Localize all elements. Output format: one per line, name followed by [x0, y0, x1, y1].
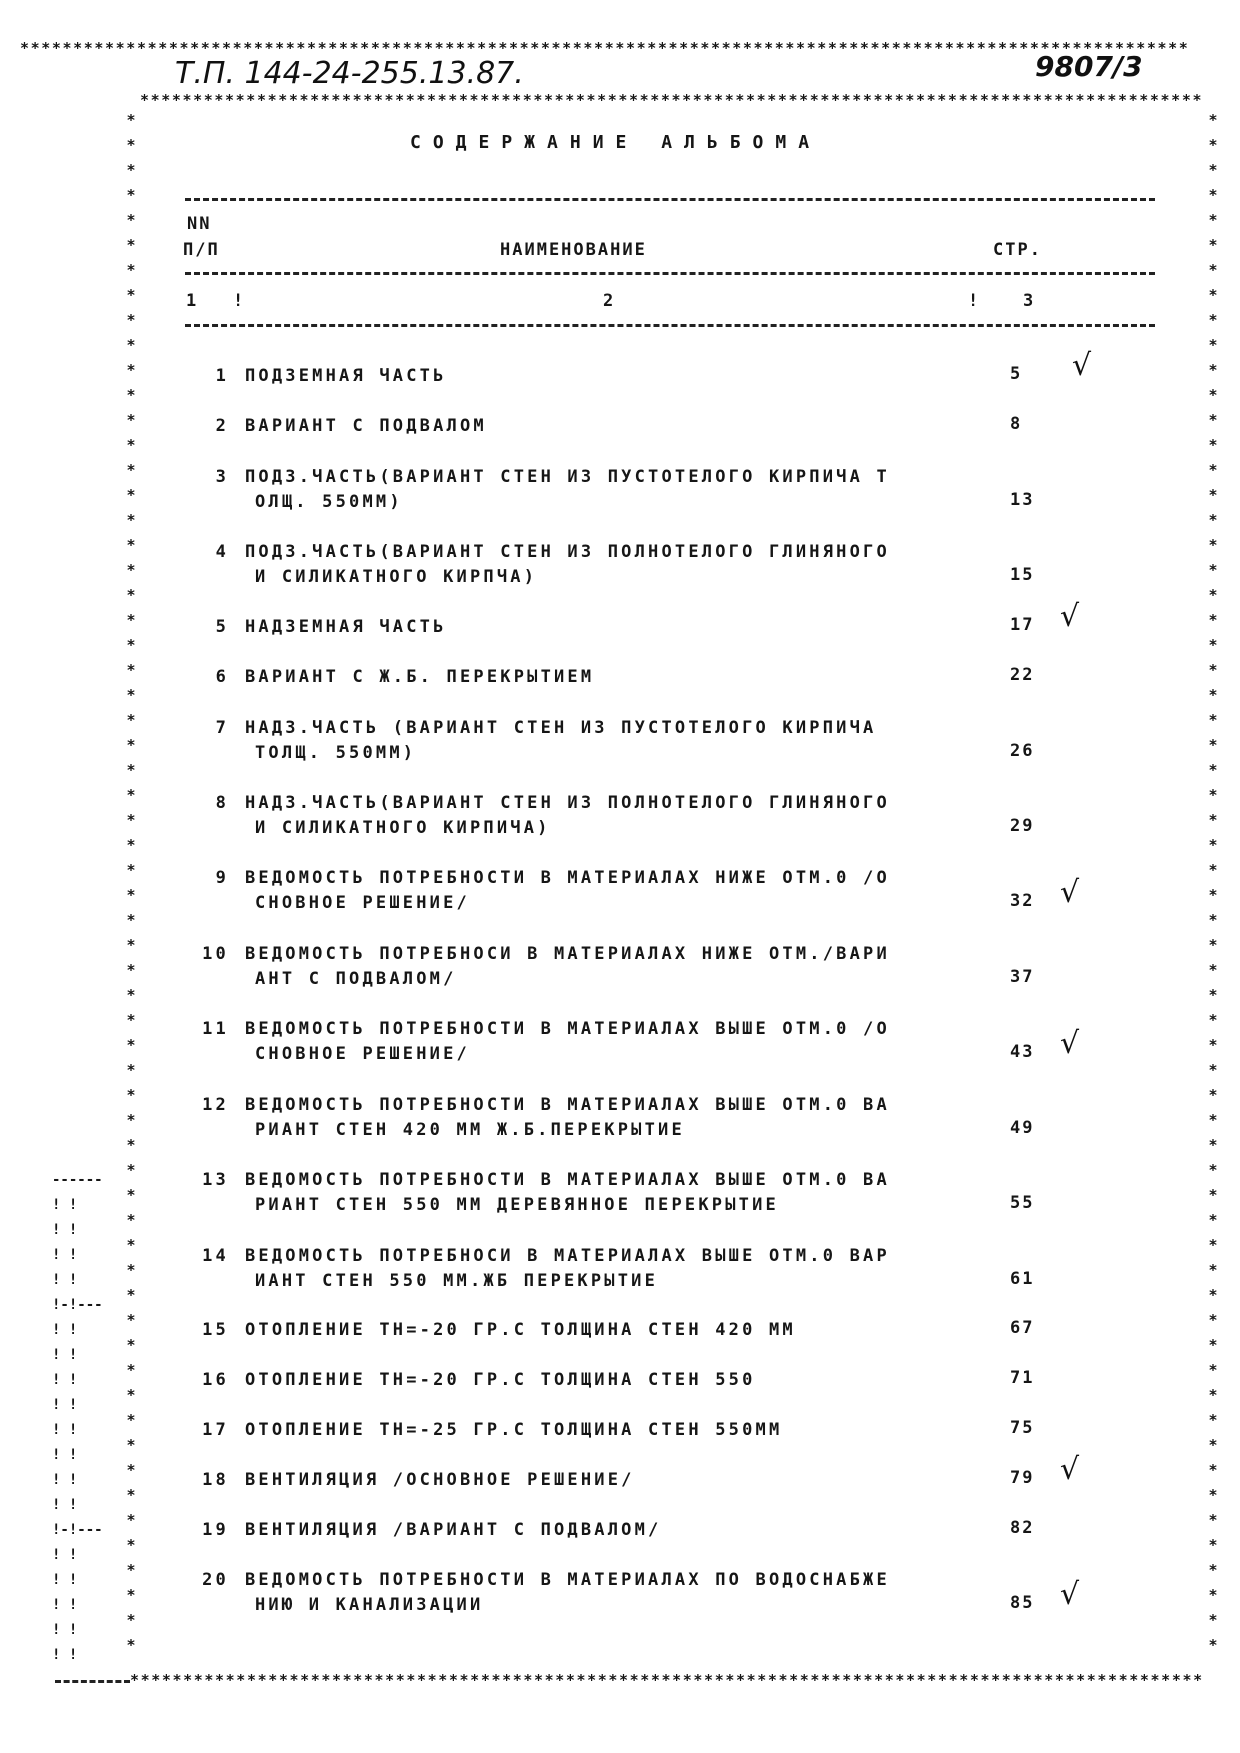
entry-page-number: 79	[1010, 1468, 1035, 1488]
contents-entry	[195, 866, 995, 916]
entry-title-line2: ОЛЩ. 550ММ)	[255, 492, 403, 512]
entry-title	[245, 1568, 985, 1618]
entry-page-number: 75	[1010, 1418, 1035, 1438]
entry-title-line2: ТОЛЩ. 550ММ)	[255, 743, 417, 763]
entry-title-line1: НАДЗ.ЧАСТЬ (ВАРИАНТ СТЕН ИЗ ПУСТОТЕЛОГО КИРПИЧА	[245, 718, 877, 738]
checkmark-icon: √	[1060, 599, 1080, 634]
contents-entry	[195, 1568, 995, 1618]
col-1-separator: !	[233, 291, 246, 311]
entry-title	[245, 364, 985, 389]
entry-number: 13	[202, 1170, 229, 1190]
entry-title-line2: И СИЛИКАТНОГО КИРПЧА)	[255, 567, 538, 587]
contents-entry	[195, 364, 995, 389]
bottom-left-dash	[55, 1680, 130, 1683]
col-nn-label: NN	[187, 214, 212, 234]
contents-entry	[195, 1418, 995, 1443]
entry-number: 10	[202, 944, 229, 964]
entry-number: 2	[215, 416, 229, 436]
entry-number: 20	[202, 1570, 229, 1590]
entry-page-number: 32	[1010, 891, 1035, 911]
entry-title	[245, 866, 985, 916]
header-rule-bottom	[185, 324, 1155, 327]
col-pp-label: П/П	[183, 240, 220, 260]
entry-title-line2: РИАНТ СТЕН 550 ММ ДЕРЕВЯННОЕ ПЕРЕКРЫТИЕ	[255, 1195, 779, 1215]
entry-number: 17	[202, 1420, 229, 1440]
contents-entry	[195, 615, 995, 640]
contents-entry	[195, 465, 995, 515]
entry-title	[245, 414, 985, 439]
page-title: СОДЕРЖАНИЕ АЛЬБОМА	[410, 132, 822, 153]
entry-page-number: 37	[1010, 967, 1035, 987]
star-border-right: * * * * * * * * * * * * * * * * * * * * * * * * * * * * * * * * * * * * * * * * * * * * * * * * * * * * * * * * * * * * * *	[1208, 111, 1218, 1654]
star-border-under-header: ****************************************************************************************************	[140, 92, 1204, 108]
entry-number: 18	[202, 1470, 229, 1490]
entry-title-line1: ВАРИАНТ С Ж.Б. ПЕРЕКРЫТИЕМ	[245, 667, 595, 687]
contents-entry	[195, 1518, 995, 1543]
entry-page-number: 55	[1010, 1193, 1035, 1213]
entry-title-line1: ПОДЗ.ЧАСТЬ(ВАРИАНТ СТЕН ИЗ ПУСТОТЕЛОГО КИРПИЧА Т	[245, 467, 890, 487]
entry-title-line1: ВЕНТИЛЯЦИЯ /ОСНОВНОЕ РЕШЕНИЕ/	[245, 1470, 635, 1490]
document-code: Т.П. 144-24-255.13.87.	[175, 56, 524, 91]
entry-title-line2: И СИЛИКАТНОГО КИРПИЧА)	[255, 818, 551, 838]
entry-title	[245, 540, 985, 590]
entry-title	[245, 1168, 985, 1218]
header-rule-middle	[185, 272, 1155, 275]
col-3-number: 3	[1023, 291, 1036, 311]
entry-page-number: 22	[1010, 665, 1035, 685]
entry-title	[245, 1244, 985, 1294]
entry-title	[245, 665, 985, 690]
entry-number: 9	[215, 868, 229, 888]
contents-entry	[195, 1093, 995, 1143]
contents-entry	[195, 1468, 995, 1493]
entry-page-number: 8	[1010, 414, 1023, 434]
contents-entry	[195, 1017, 995, 1067]
entry-page-number: 29	[1010, 816, 1035, 836]
entry-number: 14	[202, 1246, 229, 1266]
contents-entry	[195, 791, 995, 841]
checkmark-icon: √	[1060, 1452, 1080, 1487]
col-2-number: 2	[603, 291, 616, 311]
entry-title-line1: ВЕДОМОСТЬ ПОТРЕБНОСТИ В МАТЕРИАЛАХ ВЫШЕ ОТМ.0 ВА	[245, 1170, 890, 1190]
checkmark-icon: √	[1060, 1577, 1080, 1612]
entry-page-number: 82	[1010, 1518, 1035, 1538]
entry-page-number: 5	[1010, 364, 1023, 384]
contents-entry	[195, 716, 995, 766]
contents-entry	[195, 665, 995, 690]
entry-title-line1: ВЕДОМОСТЬ ПОТРЕБНОСИ В МАТЕРИАЛАХ ВЫШЕ ОТМ.0 ВАР	[245, 1246, 890, 1266]
entry-title	[245, 1518, 985, 1543]
star-border-left: * * * * * * * * * * * * * * * * * * * * * * * * * * * * * * * * * * * * * * * * * * * * * * * * * * * * * * * * * * * * * *	[126, 111, 136, 1654]
entry-number: 11	[202, 1019, 229, 1039]
entry-number: 15	[202, 1320, 229, 1340]
contents-entry	[195, 1318, 995, 1343]
checkmark-icon: √	[1072, 348, 1092, 383]
entry-title-line1: ВЕДОМОСТЬ ПОТРЕБНОСИ В МАТЕРИАЛАХ НИЖЕ ОТМ./ВАРИ	[245, 944, 890, 964]
entry-title-line2: АНТ С ПОДВАЛОМ/	[255, 969, 457, 989]
entry-title	[245, 1418, 985, 1443]
entry-title	[245, 1318, 985, 1343]
entry-page-number: 43	[1010, 1042, 1035, 1062]
entry-number: 5	[215, 617, 229, 637]
contents-entry	[195, 1368, 995, 1393]
entry-page-number: 49	[1010, 1118, 1035, 1138]
col-page-label: СТР.	[993, 240, 1042, 260]
contents-entry	[195, 1168, 995, 1218]
entry-page-number: 15	[1010, 565, 1035, 585]
entry-title-line2: РИАНТ СТЕН 420 ММ Ж.Б.ПЕРЕКРЫТИЕ	[255, 1120, 685, 1140]
entry-number: 16	[202, 1370, 229, 1390]
entry-number: 19	[202, 1520, 229, 1540]
entry-title-line1: ПОДЗЕМНАЯ ЧАСТЬ	[245, 366, 447, 386]
entry-number: 7	[215, 718, 229, 738]
checkmark-icon: √	[1060, 1026, 1080, 1061]
sheet-number: 9807/3	[1035, 50, 1143, 83]
star-border-bottom: *****************************************************************************************************	[130, 1672, 1204, 1688]
entry-number: 1	[215, 366, 229, 386]
entry-title	[245, 1093, 985, 1143]
entry-title-line1: ОТОПЛЕНИЕ ТН=-25 ГР.С ТОЛЩИНА СТЕН 550ММ	[245, 1420, 783, 1440]
entry-title-line1: НАДЗЕМНАЯ ЧАСТЬ	[245, 617, 447, 637]
entry-number: 8	[215, 793, 229, 813]
entry-title-line1: ВЕДОМОСТЬ ПОТРЕБНОСТИ В МАТЕРИАЛАХ НИЖЕ ОТМ.0 /О	[245, 868, 890, 888]
entry-title-line2: СНОВНОЕ РЕШЕНИЕ/	[255, 893, 470, 913]
col-2-separator: !	[968, 291, 981, 311]
entry-title	[245, 465, 985, 515]
contents-entry	[195, 1244, 995, 1294]
entry-page-number: 26	[1010, 741, 1035, 761]
entry-title-line1: ВЕДОМОСТЬ ПОТРЕБНОСТИ В МАТЕРИАЛАХ ВЫШЕ ОТМ.0 ВА	[245, 1095, 890, 1115]
col-1-number: 1	[186, 291, 199, 311]
entry-title-line2: НИЮ И КАНАЛИЗАЦИИ	[255, 1595, 484, 1615]
entry-number: 3	[215, 467, 229, 487]
entry-title	[245, 716, 985, 766]
entry-title	[245, 791, 985, 841]
entry-page-number: 71	[1010, 1368, 1035, 1388]
entry-page-number: 61	[1010, 1269, 1035, 1289]
entry-title-line1: ВАРИАНТ С ПОДВАЛОМ	[245, 416, 487, 436]
contents-entry	[195, 540, 995, 590]
entry-title-line1: ПОДЗ.ЧАСТЬ(ВАРИАНТ СТЕН ИЗ ПОЛНОТЕЛОГО ГЛИНЯНОГО	[245, 542, 890, 562]
entry-title-line1: ВЕНТИЛЯЦИЯ /ВАРИАНТ С ПОДВАЛОМ/	[245, 1520, 662, 1540]
entry-title-line2: СНОВНОЕ РЕШЕНИЕ/	[255, 1044, 470, 1064]
entry-title-line1: ВЕДОМОСТЬ ПОТРЕБНОСТИ В МАТЕРИАЛАХ ПО ВОДОСНАБЖЕ	[245, 1570, 890, 1590]
entry-title	[245, 615, 985, 640]
entry-page-number: 67	[1010, 1318, 1035, 1338]
entry-page-number: 17	[1010, 615, 1035, 635]
entry-title-line1: ОТОПЛЕНИЕ ТН=-20 ГР.С ТОЛЩИНА СТЕН 550	[245, 1370, 756, 1390]
entry-title-line2: ИАНТ СТЕН 550 ММ.ЖБ ПЕРЕКРЫТИЕ	[255, 1271, 659, 1291]
entry-title-line1: ОТОПЛЕНИЕ ТН=-20 ГР.С ТОЛЩИНА СТЕН 420 ММ	[245, 1320, 796, 1340]
entry-title	[245, 942, 985, 992]
entry-number: 6	[215, 667, 229, 687]
entry-title	[245, 1468, 985, 1493]
entry-title-line1: ВЕДОМОСТЬ ПОТРЕБНОСТИ В МАТЕРИАЛАХ ВЫШЕ ОТМ.0 /О	[245, 1019, 890, 1039]
contents-entry	[195, 414, 995, 439]
entry-number: 12	[202, 1095, 229, 1115]
header-rule-top	[185, 198, 1155, 201]
entry-page-number: 85	[1010, 1593, 1035, 1613]
contents-entry	[195, 942, 995, 992]
checkmark-icon: √	[1060, 875, 1080, 910]
star-border-top: **************************************************************************************************************	[20, 40, 1190, 56]
entry-number: 4	[215, 542, 229, 562]
entry-title	[245, 1368, 985, 1393]
entry-title-line1: НАДЗ.ЧАСТЬ(ВАРИАНТ СТЕН ИЗ ПОЛНОТЕЛОГО ГЛИНЯНОГО	[245, 793, 890, 813]
col-name-label: НАИМЕНОВАНИЕ	[500, 240, 647, 260]
left-stamp-frame: ------ ! ! ! ! ! ! ! ! !-!--- ! ! ! ! ! ! ! ! ! ! ! ! ! ! ! ! !-!--- ! ! ! ! ! ! ! ! ! !	[52, 1172, 103, 1663]
entry-page-number: 13	[1010, 490, 1035, 510]
entry-title	[245, 1017, 985, 1067]
